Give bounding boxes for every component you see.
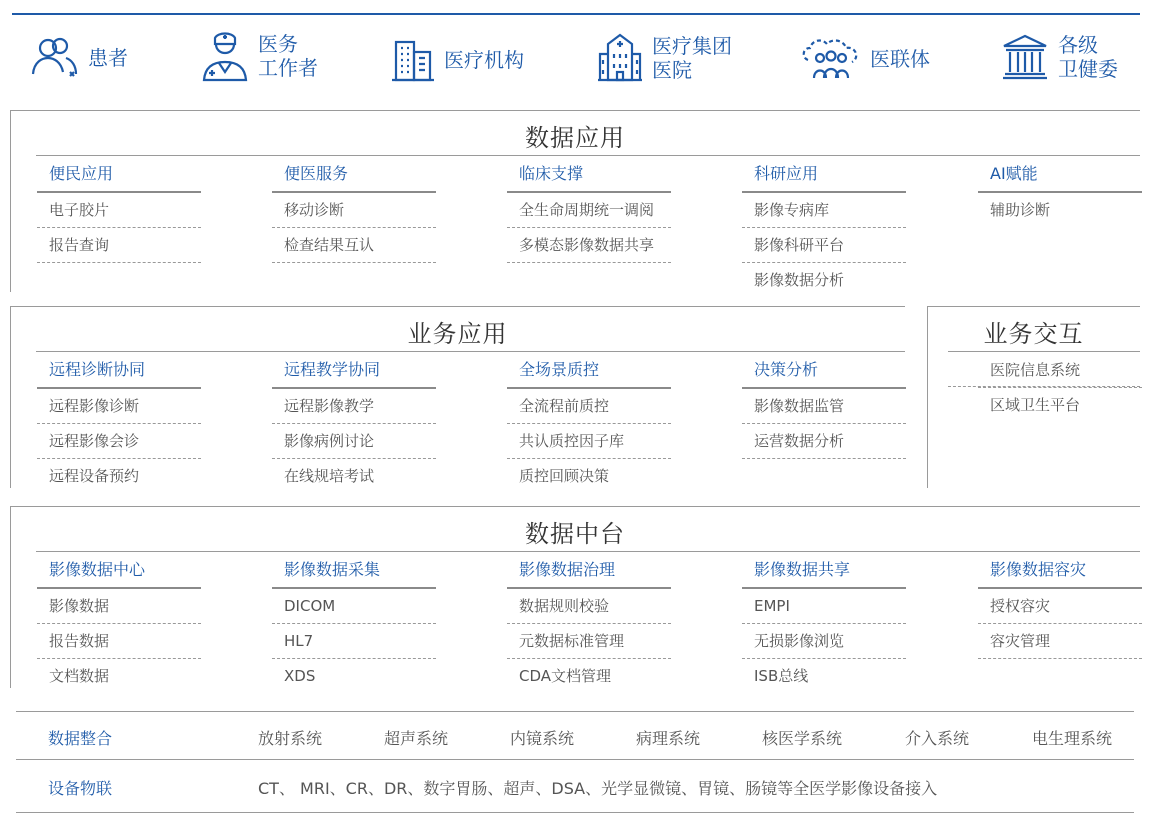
list-item: 医院信息系统 [978,353,1142,388]
section-divider [36,551,1140,552]
list-item: 影像数据 [37,589,201,624]
column-header: AI赋能 [978,157,1142,193]
column-header: 远程教学协同 [272,353,436,389]
list-item: 远程影像诊断 [37,389,201,424]
list-item: 检查结果互认 [272,228,436,263]
section-title-business-interaction: 业务交互 [983,320,1084,348]
stakeholder-label: 医联体 [870,47,930,71]
stakeholder-label: 医务 工作者 [258,32,318,80]
list-item: 无损影像浏览 [742,624,906,659]
system-item: 内镜系统 [510,729,575,748]
row-label-data-integration: 数据整合 [48,729,113,748]
list-item: 多模态影像数据共享 [507,228,671,263]
list-item: 运营数据分析 [742,424,906,459]
section-title-business-application: 业务应用 [407,320,508,348]
stakeholder-medical-alliance [800,36,930,82]
column-header: 便民应用 [37,157,201,193]
list-item: 远程影像会诊 [37,424,201,459]
device-list-text: CT、 MRI、CR、DR、数字胃肠、超声、DSA、光学显微镜、胃镜、肠镜等全医学影像设备接入 [258,779,938,798]
section-border [16,711,1134,712]
stakeholder-hospital-group [596,32,732,84]
stakeholder-label: 医疗集团 医院 [652,34,732,82]
system-item: 电生理系统 [1032,729,1113,748]
column-quality-control [507,353,671,493]
item-divider [948,386,1140,387]
stakeholder-label: 患者 [88,46,128,70]
column-ai-enablement [978,157,1142,227]
column-header: 影像数据治理 [507,553,671,589]
section-divider [36,155,1140,156]
list-item: 影像病例讨论 [272,424,436,459]
column-header: 科研应用 [742,157,906,193]
column-header: 影像数据容灾 [978,553,1142,589]
stakeholder-label: 医疗机构 [444,48,524,72]
list-item: 报告数据 [37,624,201,659]
list-item: 电子胶片 [37,193,201,228]
list-item: 移动诊断 [272,193,436,228]
row-label-device-iot: 设备物联 [48,779,113,798]
medical-staff-icon [200,30,250,82]
list-item: 文档数据 [49,667,110,685]
top-accent-line [12,13,1140,15]
list-item: 在线规培考试 [284,467,375,485]
column-convenience-apps [37,157,201,263]
list-item: 报告查询 [37,228,201,263]
stakeholder-health-commission [1000,32,1118,82]
list-item: 远程设备预约 [49,467,140,485]
column-header: 决策分析 [742,353,906,389]
column-image-data-governance [507,553,671,693]
column-header: 便医服务 [272,157,436,193]
system-item: 核医学系统 [762,729,843,748]
stakeholder-medical-staff [200,30,318,82]
list-item: 远程影像教学 [272,389,436,424]
list-item: EMPI [742,589,906,624]
section-title-data-application: 数据应用 [525,124,625,152]
alliance-icon [800,36,862,82]
section-title-data-platform: 数据中台 [525,520,625,548]
list-item: 全生命周期统一调阅 [507,193,671,228]
list-item: 数据规则校验 [507,589,671,624]
column-research-apps [742,157,906,297]
list-item: 区域卫生平台 [990,396,1081,414]
column-header: 临床支撑 [507,157,671,193]
system-item: 病理系统 [636,729,701,748]
list-item: CDA文档管理 [519,667,612,685]
stakeholder-patient [30,34,128,82]
list-item: ISB总线 [754,667,809,685]
stakeholder-medical-institution [390,36,524,84]
section-border [10,506,1140,507]
list-item: 影像科研平台 [742,228,906,263]
list-item: 授权容灾 [978,589,1142,624]
section-border [927,306,1140,307]
column-header: 影像数据中心 [37,553,201,589]
section-border [10,306,905,307]
column-image-data-sharing [742,553,906,693]
list-item: DICOM [272,589,436,624]
column-business-interaction [978,353,1142,422]
list-item: 元数据标准管理 [507,624,671,659]
hospital-group-icon [596,32,644,84]
government-icon [1000,32,1050,82]
list-item: 影像数据监管 [742,389,906,424]
list-item: 辅助诊断 [990,201,1051,219]
section-divider [36,351,905,352]
column-header: 远程诊断协同 [37,353,201,389]
column-header: 影像数据采集 [272,553,436,589]
column-decision-analysis [742,353,906,459]
list-item: HL7 [272,624,436,659]
column-image-data-collection [272,553,436,693]
section-border [10,110,1140,111]
column-remote-diagnosis [37,353,201,493]
column-image-data-center [37,553,201,693]
list-item: 质控回顾决策 [519,467,610,485]
system-item: 超声系统 [384,729,449,748]
list-item: 容灾管理 [978,624,1142,659]
list-item: 全流程前质控 [507,389,671,424]
column-header: 影像数据共享 [742,553,906,589]
column-header: 全场景质控 [507,353,671,389]
column-clinical-support [507,157,671,263]
system-item: 放射系统 [258,729,323,748]
column-medical-services [272,157,436,263]
column-remote-teaching [272,353,436,493]
list-item: XDS [284,667,316,685]
column-image-data-disaster-recovery [978,553,1142,659]
hospital-building-icon [390,36,436,84]
list-item: 影像数据分析 [754,271,845,289]
stakeholder-label: 各级 卫健委 [1058,33,1118,81]
patient-icon [30,34,80,82]
section-divider [948,351,1140,352]
row-divider [16,759,1134,760]
list-item: 影像专病库 [742,193,906,228]
section-border [16,812,1134,813]
list-item: 共认质控因子库 [507,424,671,459]
system-item: 介入系统 [905,729,970,748]
